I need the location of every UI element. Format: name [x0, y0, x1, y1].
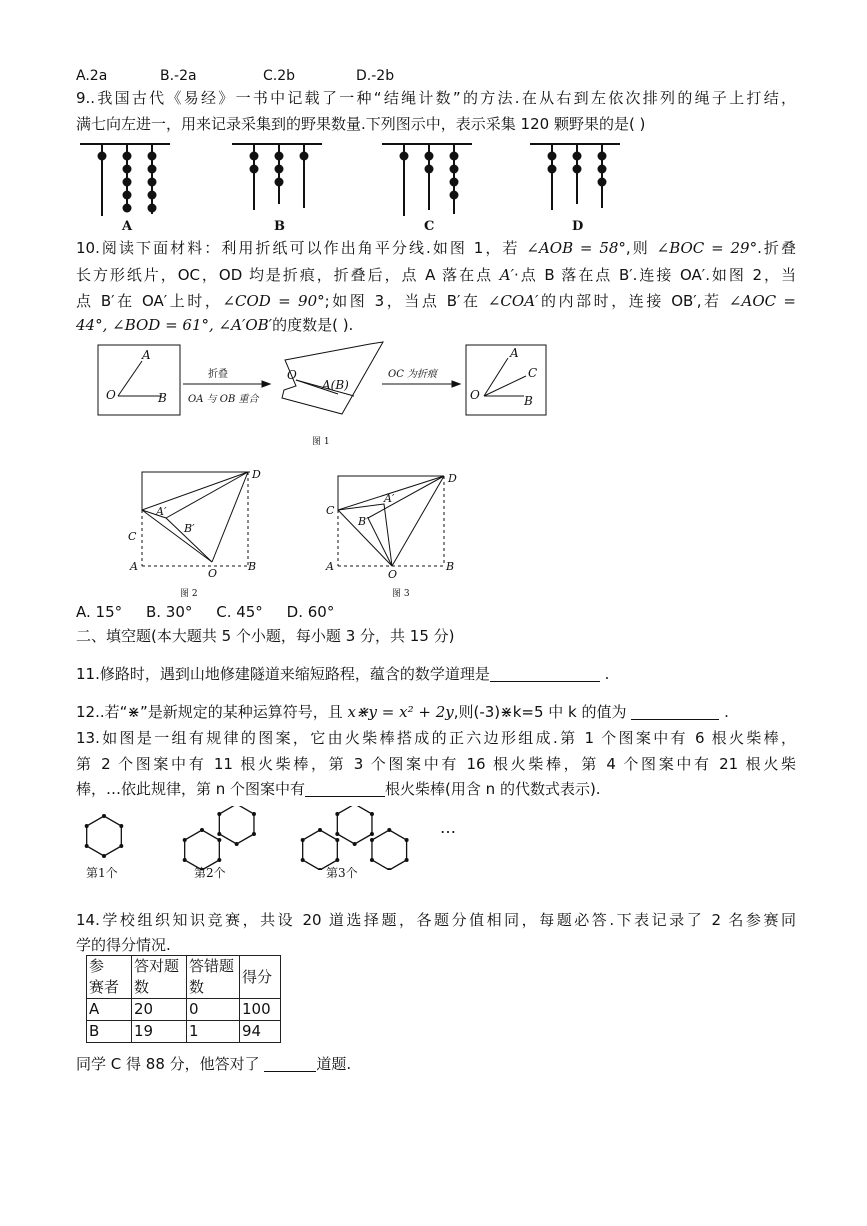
q12-answer-blank[interactable]	[631, 703, 719, 720]
rope-option-label: C	[424, 219, 435, 234]
option-a: A.2a	[76, 68, 108, 84]
q13-text: 根火柴棒(用含 n 的代数式表示).	[385, 780, 601, 798]
match-head	[200, 828, 204, 832]
q9-line-2: 满七向左进一，用来记录采集到的野果数量.下列图示中，表示采集 120 颗野果的是( )	[76, 115, 646, 133]
fold-figure-3	[320, 462, 470, 602]
table-cell: B	[87, 1021, 132, 1043]
q12	[76, 700, 796, 724]
knot	[275, 152, 284, 161]
fig3-label: A	[326, 560, 334, 573]
pattern-ellipsis: …	[440, 818, 457, 837]
knot-rope-figures	[70, 136, 650, 236]
fig1-step-label: OC 为折痕	[388, 369, 438, 380]
fig1-label: O	[106, 388, 116, 402]
fig2-label: O	[208, 567, 218, 580]
q10-math: 44°, ∠BOD = 61°, ∠A′OB′	[76, 316, 273, 334]
rope-option-label: A	[122, 219, 133, 234]
q14-line-2: 学的得分情况.	[76, 936, 171, 954]
fig1-label: B	[524, 394, 533, 408]
fig3-label: O	[388, 568, 398, 581]
match-head	[119, 824, 123, 828]
knot	[450, 165, 459, 174]
fig3-label: C	[326, 504, 335, 517]
option-c: C.2b	[263, 68, 296, 84]
match-head	[85, 844, 89, 848]
knot	[548, 152, 557, 161]
hexagon	[219, 806, 254, 844]
knot	[148, 178, 157, 187]
knot	[123, 152, 132, 161]
table-cell: 0	[187, 999, 240, 1021]
match-head	[217, 858, 221, 862]
q12-text: ,则(-3)⋇k=5 中 k 的值为	[453, 703, 627, 721]
knot	[123, 178, 132, 187]
q11-text: 11.修路时，遇到山地修建隧道来缩短路程，蕴含的数学道理是	[76, 665, 490, 683]
match-head	[370, 832, 374, 836]
knot	[300, 152, 309, 161]
match-head	[335, 832, 339, 836]
fig1-label: O	[287, 368, 297, 382]
q10-line-3	[76, 289, 796, 313]
knot	[425, 152, 434, 161]
match-head	[217, 832, 221, 836]
table-cell: 94	[240, 1021, 281, 1043]
knot	[250, 165, 259, 174]
fig1-label: C	[528, 366, 538, 380]
fig2-label: A′	[156, 505, 167, 518]
fig2-label: D	[252, 468, 261, 481]
fig1-step-label: OA 与 OB 重合	[188, 394, 259, 405]
table-header-cell: 答对题数	[132, 956, 187, 999]
match-head	[370, 812, 374, 816]
q10-text: ·点 B 落在点 B′.连接 OA′.如图 2，当	[514, 266, 796, 284]
q13-line-3	[76, 777, 796, 801]
match-head	[252, 832, 256, 836]
knot	[598, 165, 607, 174]
q14-text: 同学 C 得 88 分，他答对了	[76, 1055, 265, 1073]
match-head	[335, 838, 339, 842]
q10-options: A. 15° B. 30° C. 45° D. 60°	[76, 603, 335, 621]
option-d: D.-2b	[356, 68, 395, 84]
knot	[275, 178, 284, 187]
match-head	[217, 812, 221, 816]
match-head	[301, 858, 305, 862]
match-head	[405, 838, 409, 842]
hexagon-pattern-figure	[74, 806, 414, 870]
q10-text: ,则	[625, 239, 657, 257]
knot	[148, 204, 157, 213]
knot	[98, 152, 107, 161]
fig1-caption: 图 1	[312, 437, 330, 447]
knot	[250, 152, 259, 161]
q10-text: 的度数是( ).	[272, 316, 354, 334]
q10-math: ∠AOC =	[728, 292, 796, 310]
match-head	[405, 858, 409, 862]
table-header-cell: 得分	[240, 956, 281, 999]
table-row	[87, 1021, 281, 1043]
knot	[598, 152, 607, 161]
table-header-cell: 参 赛者	[87, 956, 132, 999]
hexagon	[337, 806, 372, 844]
q10-text: 点 B′在 OA′上时，	[76, 292, 223, 310]
fig1-label: A	[142, 348, 151, 362]
fig1-label: A(B)	[322, 378, 349, 392]
q12-math: x⋇y = x² + 2y	[347, 703, 454, 721]
knot	[148, 191, 157, 200]
match-head	[183, 838, 187, 842]
match-head	[387, 868, 391, 870]
q10-text: ;如图 3，当点 B′在	[324, 292, 488, 310]
q13-text: 棒，…依此规律，第 n 个图案中有	[76, 780, 306, 798]
knot	[400, 152, 409, 161]
hexagon	[87, 816, 122, 856]
pattern-caption-1: 第1个	[86, 866, 118, 880]
fold-figure-2	[120, 462, 280, 602]
fold-figure-1	[90, 336, 560, 456]
match-head	[370, 838, 374, 842]
q14-after	[76, 1052, 796, 1076]
match-head	[370, 858, 374, 862]
q13-answer-blank[interactable]	[305, 780, 385, 797]
option-b: B.-2a	[160, 68, 197, 84]
match-head	[387, 828, 391, 832]
q11	[76, 662, 796, 686]
q12-end: .	[719, 703, 729, 721]
q10-math: ∠AOB = 58°	[526, 239, 626, 257]
knot	[275, 165, 284, 174]
section-2-heading: 二、填空题(本大题共 5 个小题，每小题 3 分，共 15 分)	[76, 627, 455, 645]
knot	[450, 152, 459, 161]
knot	[573, 165, 582, 174]
q14-text: 道题.	[316, 1055, 352, 1073]
match-head	[235, 842, 239, 846]
match-head	[217, 838, 221, 842]
match-head	[353, 842, 357, 846]
table-header-row	[87, 956, 281, 999]
match-head	[102, 814, 106, 818]
match-head	[183, 858, 187, 862]
q11-answer-blank[interactable]	[490, 665, 600, 682]
knot	[148, 165, 157, 174]
q10-text: .折叠	[757, 239, 796, 257]
q10-math: ∠COA′	[487, 292, 539, 310]
q10-math: ∠COD = 90°	[222, 292, 325, 310]
table-cell: 100	[240, 999, 281, 1021]
pattern-caption-3: 第3个	[326, 866, 358, 880]
table-row	[87, 999, 281, 1021]
match-head	[301, 838, 305, 842]
fig1-step-label: 折叠	[208, 369, 228, 380]
q10-math: A′	[499, 266, 514, 284]
table-cell: 20	[132, 999, 187, 1021]
knot	[148, 152, 157, 161]
q13-line-2: 第 2 个图案中有 11 根火柴棒，第 3 个图案中有 16 根火柴棒，第 4 个图案中有 21 根火柴	[76, 755, 796, 773]
table-cell: 1	[187, 1021, 240, 1043]
knot	[425, 165, 434, 174]
fig3-caption: 图 3	[392, 589, 410, 599]
q10-line-1	[76, 236, 796, 260]
knot	[548, 165, 557, 174]
match-head	[318, 868, 322, 870]
pattern-caption-2: 第2个	[194, 866, 226, 880]
q12-text: 12..若“⋇”是新规定的某种运算符号，且	[76, 703, 348, 721]
fig2-label: A	[130, 560, 138, 573]
match-head	[318, 828, 322, 832]
fig2-label: B′	[184, 522, 195, 535]
q13-line-1: 13.如图是一组有规律的图案，它由火柴棒搭成的正六边形组成.第 1 个图案中有 6 根火柴棒，	[76, 729, 796, 747]
rope-option-label: D	[572, 219, 584, 234]
knot	[598, 178, 607, 187]
table-cell: 19	[132, 1021, 187, 1043]
q14-line-1: 14.学校组织知识竞赛，共设 20 道选择题，各题分值相同，每题必答.下表记录了 2 名参赛同	[76, 911, 796, 929]
fig1-label: B	[158, 391, 167, 405]
match-head	[252, 812, 256, 816]
knot	[450, 191, 459, 200]
fig3-label: B	[446, 560, 455, 573]
match-head	[335, 812, 339, 816]
q9-line-1: 9..我国古代《易经》一书中记载了一种“结绳计数”的方法.在从右到左依次排列的绳子上打结，	[76, 89, 796, 107]
q10-text: 的内部时，连接 OB′,若	[538, 292, 729, 310]
knot	[573, 152, 582, 161]
hexagon	[372, 830, 407, 870]
knot	[123, 165, 132, 174]
q10-text: 长方形纸片，OC，OD 均是折痕，折叠后，点 A 落在点	[76, 266, 500, 284]
q10-math: ∠BOC = 29°	[656, 239, 758, 257]
fig1-label: A	[510, 346, 519, 360]
fig3-label: B′	[358, 515, 369, 528]
match-head	[102, 854, 106, 858]
knot	[123, 191, 132, 200]
q10-line-2	[76, 263, 796, 287]
q10-text: 10.阅读下面材料：利用折纸可以作出角平分线.如图 1，若	[76, 239, 527, 257]
fig2-label: B	[248, 560, 257, 573]
match-head	[119, 844, 123, 848]
fig2-label: C	[128, 530, 137, 543]
match-head	[335, 858, 339, 862]
rope-option-label: B	[274, 219, 285, 234]
q14-answer-blank[interactable]	[264, 1055, 316, 1072]
fig1-label: O	[470, 388, 480, 402]
knot	[123, 204, 132, 213]
q10-line-4	[76, 313, 796, 337]
knot	[450, 178, 459, 187]
fig3-label: A′	[384, 492, 395, 505]
table-header-cell: 答错题数	[187, 956, 240, 999]
table-cell: A	[87, 999, 132, 1021]
score-table	[86, 955, 281, 1043]
match-head	[85, 824, 89, 828]
fig2-caption: 图 2	[180, 589, 198, 599]
fig3-label: D	[448, 472, 457, 485]
q11-end: .	[599, 665, 610, 683]
